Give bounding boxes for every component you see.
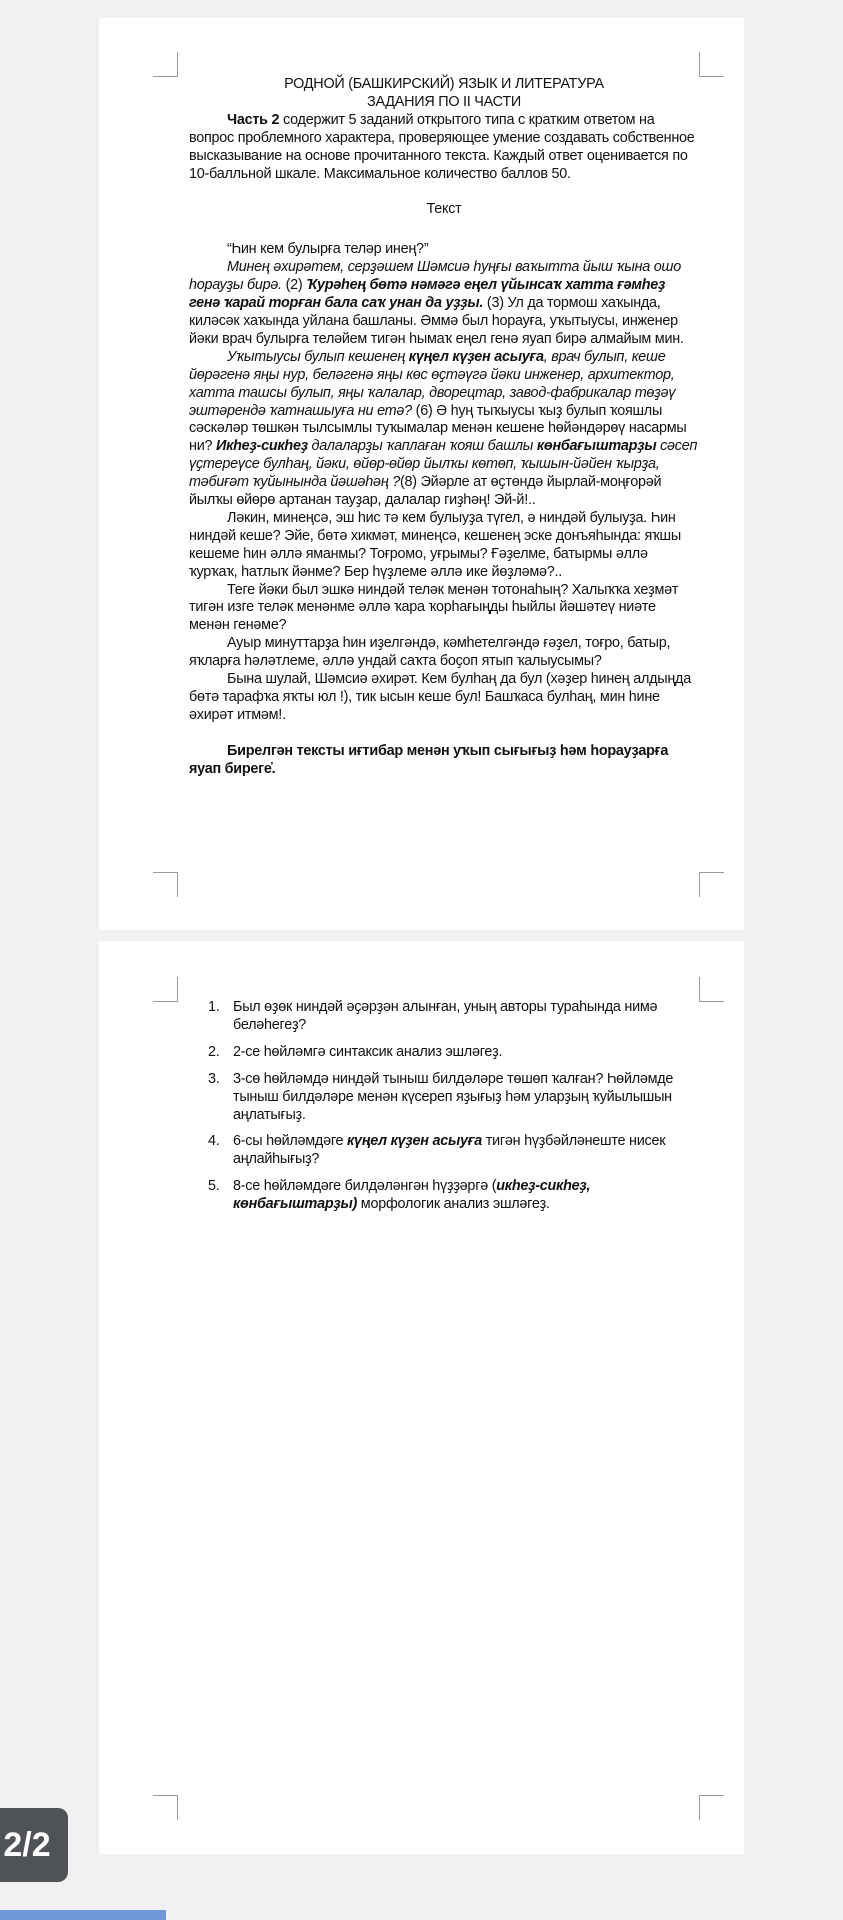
task-text: 2-се һөйләмгә синтаксик анализ эшләгеҙ. [233,1043,503,1060]
task-text-end: тигән һүҙбәйләнеште нисек аңлайһығыҙ? [233,1133,666,1168]
instruction [189,743,699,779]
p1-rest: (3) Ул да тормош хаҡында, киләсәк хаҡында уйлана башланы. Әммә был һорауға, уҡытыусы, инженер йәки врач булырға теләйем тигән һымаҡ еңел генә яуап бирә алмайым мин. [189,295,684,347]
document-subtitle: ЗАДАНИЯ ПО II ЧАСТИ [367,93,521,110]
page-1-text [189,76,699,779]
paragraph-2 [189,349,699,510]
intro-bold: Часть 2 [227,111,280,128]
task-number: 3. [208,1070,220,1087]
task-number: 5. [208,1178,220,1195]
task-highlight: күңел күҙен асыуға [347,1133,483,1150]
p2-regular-1: (6) Ә һуң тыҡыусы ҡыҙ булып ҡояшлы сәскәләр төшкән тылсымлы туҡымалар менән кешене һөйәндәрөү насармы ни? [189,402,687,455]
paragraph-1 [189,259,699,349]
page-indicator-badge: 2/2 [0,1808,68,1882]
document-page-2 [99,941,744,1854]
task-item [208,1044,698,1062]
task-number: 1. [208,999,220,1015]
task-item [208,1133,698,1169]
margin-corner-bottom-left [153,1795,178,1820]
p2-bold-1: күңел күҙен асыуға [408,348,544,365]
instruction-bold: Бирелгән тексты иғтибар менән уҡып сығығыҙ һәм һорауҙарға яуап биреге҆. [189,742,669,777]
p2-italic-1: Уҡытыусы булып кешенең [227,348,409,365]
document-title: РОДНОЙ (БАШКИРСКИЙ) ЯЗЫК И ЛИТЕРАТУРА [284,76,604,92]
margin-corner-top-left [153,52,178,77]
scroll-progress-bar [0,1910,166,1920]
epigraph: “Һин кем булырға теләр инең?” [227,241,429,258]
p2-italic-2: , врач булып, кеше йөрәгенә яңы нур, белəгенә яңы көс өҫтәүгә йәки инженер, архитектор, хатта ташсы булып, яңы ҡалалар, дворецтар, завод-фабрикалар төҙәү эштәрендә ҡатнашыуға ни етә? [189,348,676,419]
paragraph-5: Ауыр минуттарҙа һин иҙелгәндә, кәмһетелгәндә ғәҙел, тоғро, батыр, яҡларға һәләтлеме, әллә ундай саҡта боҫоп ятып ҡалыусымы? [189,635,671,670]
paragraph-6: Бына шулай, Шәмсиә әхирәт. Кем булһаң да бул (хәҙер һинең алдыңда бөтә тарафҡа яҡты юл !), тик ысын кеше бул! Башҡаса булһаң, мин һине әхирәт итмәм!. [189,671,691,723]
paragraph-3: Ләкин, минеңсә, эш һис тә кем булыуҙа түгел, ә ниндәй булыуҙа. Һин ниндәй кеше? Эйе, бөтә хикмәт, минеңсә, кешенең эске донъяһында: яҡшы кешеме һин әллә яманмы? Тоғромо, уғрымы? Ғәҙелме, батырмы әллә ҡурҡаҡ, һатлыҡ йәнме? Бер һүҙлеме әллә ике йөҙләмә?.. [189,509,681,580]
task-item [208,1178,698,1214]
p2-bold-italic-2: көнбағыштарҙы [536,438,657,455]
intro-paragraph [189,112,699,184]
document-page-1 [99,18,744,930]
p2-regular-2: (8) Эйәрле ат өҫтөндә йырлай-моңғорәй йылҡы өйөрө артанан тауҙар, далалар гиҙһәң! Эй-й!.. [189,474,662,509]
margin-corner-top-right [699,52,724,77]
intro-rest: содержит 5 заданий открытого типа с кратким ответом на вопрос проблемного характера, проверяющее умение создавать собственное высказывание на основе прочитанного текста. Каждый ответ оценивается по 10-балльной шкале. Максимальное количество баллов 50. [189,111,695,182]
task-number: 2. [208,1043,220,1060]
task-number: 4. [208,1133,220,1150]
task-list [208,999,698,1214]
p1-italic: Минең әхирәтем, серҙәшем Шәмсиә һуңғы ваҡытта йыш ҡына ошо һорауҙы бирә. [189,259,682,294]
text-heading: Текст [426,201,462,218]
margin-corner-top-right [699,977,724,1002]
task-text: Был өҙөк ниндәй әҫәрҙән алынған, уның авторы тураһында нимә беләһегеҙ? [233,999,658,1033]
paragraph-4: Теге йәки был эшкә ниндәй теләк менән тотонаһың? Халыҡҡа хеҙмәт тигән изге теләк менәнме әллә ҡара ҡорһағыңды һыйлы йәшәтеү ниәте менән генәме? [189,581,679,634]
task-text-end: морфологик анализ эшләгеҙ. [357,1196,550,1213]
margin-corner-bottom-right [699,872,724,897]
margin-corner-top-left [153,977,178,1002]
task-item [208,1071,698,1125]
task-highlight: икһеҙ-сикһеҙ, көнбағыштарҙы) [233,1178,591,1213]
p2-bold-italic-1: Икһеҙ-сикһеҙ [216,438,308,455]
task-text: 8-се һөйләмдәге билдәләнгән һүҙҙәргә ( [233,1178,497,1195]
margin-corner-bottom-right [699,1795,724,1820]
task-text: 6-сы һөйләмдәге [233,1133,348,1150]
p1-bold-italic: Ҡурәһең бөтә нәмәгә еңел үйынсаҡ хатта ғәмһеҙ генә ҡарай торған бала саҡ унан да уҙҙы. [189,277,666,312]
p2-italic-4: сәсеп үҫтереүсе булһаң, йәки, өйөр-өйөр йылҡы көтөп, ҡышын-йәйен ҡырҙа, тәбиғәт ҡуйынында йәшәһәң ? [189,438,698,491]
page-2-text [208,999,698,1223]
margin-corner-bottom-left [153,872,178,897]
p1-sentence-number: (2) [281,277,307,294]
task-item [208,999,698,1035]
p2-italic-3: далаларҙы ҡаплаған ҡояш башлы [307,438,537,455]
spacer [189,725,699,743]
task-text: 3-сө һөйләмдә ниндәй тыныш билдәләре төшөп ҡалған? Һөйләмде тыныш билдәләре менән күсереп яҙығыҙ һәм уларҙың ҡуйылышын аңлатығыҙ. [233,1070,674,1123]
